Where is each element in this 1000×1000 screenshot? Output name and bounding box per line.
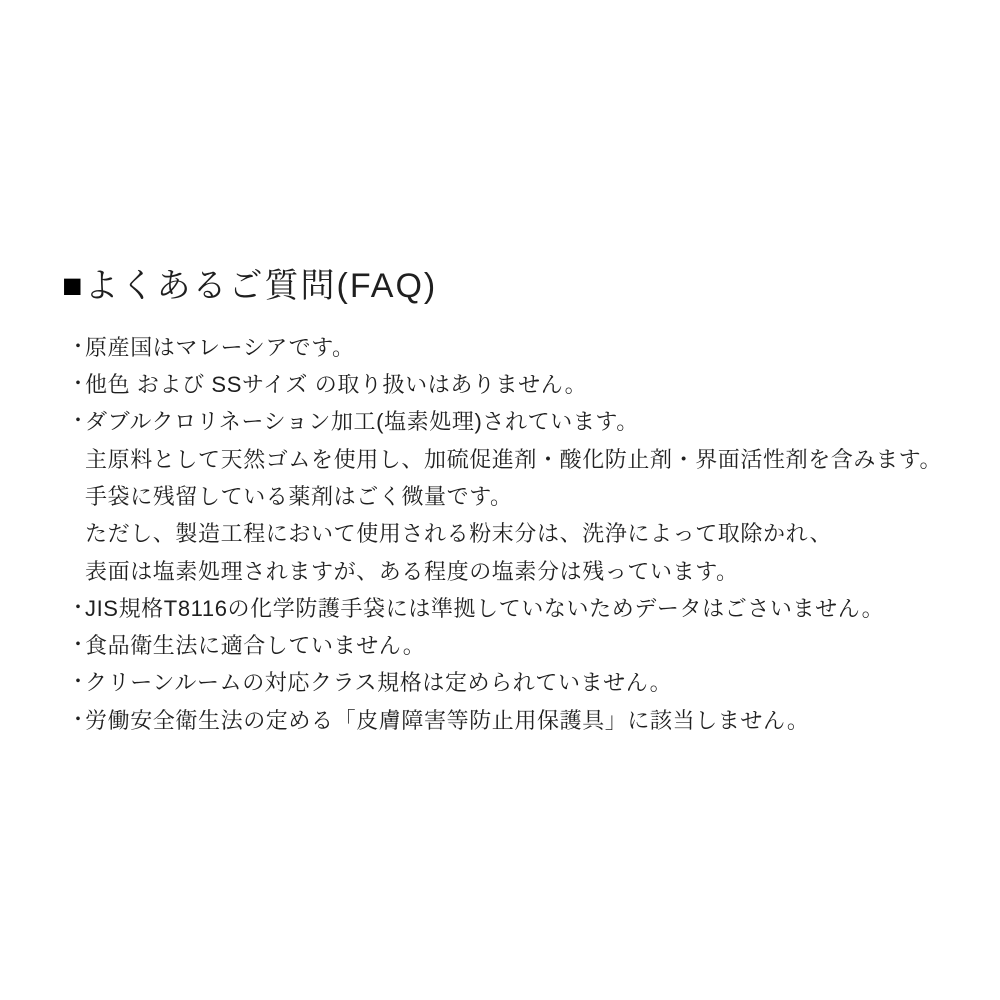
faq-item	[62, 702, 960, 739]
faq-item-text: ダブルクロリネーション加工(塩素処理)されています。	[85, 409, 639, 435]
faq-item-bullet: ・	[68, 596, 89, 619]
square-bullet-icon: ■	[62, 267, 83, 305]
faq-item-bullet: ・	[68, 373, 89, 396]
faq-item-text: 労働安全衛生法の定める「皮膚障害等防止用保護具」に該当しません。	[85, 707, 810, 733]
faq-item	[62, 664, 960, 701]
faq-item	[62, 329, 960, 366]
faq-item-text: ただし、製造工程において使用される粉末分は、洗浄によって取除かれ、	[85, 521, 833, 547]
faq-item-continuation	[62, 553, 960, 590]
section-title	[62, 266, 960, 307]
faq-item-text: 原産国はマレーシアです。	[85, 334, 355, 360]
faq-item-text: 手袋に残留している薬剤はごく微量です。	[85, 483, 513, 509]
faq-item-text: JIS規格T8116の化学防護手袋には準拠していないためデータはごさいません。	[85, 595, 885, 621]
faq-item-bullet: ・	[68, 335, 89, 358]
faq-section	[62, 266, 960, 739]
faq-item	[62, 366, 960, 403]
faq-item-bullet: ・	[68, 634, 89, 657]
faq-item-text: 食品衛生法に適合していません。	[85, 633, 426, 659]
faq-item	[62, 590, 960, 627]
faq-item	[62, 403, 960, 440]
faq-item-continuation	[62, 441, 960, 478]
faq-item	[62, 627, 960, 664]
faq-item-continuation	[62, 515, 960, 552]
faq-list	[62, 329, 960, 739]
section-title-text: よくあるご質問(FAQ)	[84, 267, 438, 305]
faq-item-text: 表面は塩素処理されますが、ある程度の塩素分は残っています。	[85, 558, 739, 584]
faq-item-text: 他色 および SSサイズ の取り扱いはありません。	[85, 372, 588, 398]
faq-item-bullet: ・	[68, 671, 89, 694]
faq-item-bullet: ・	[68, 708, 89, 731]
faq-item-continuation	[62, 478, 960, 515]
faq-item-text: 主原料として天然ゴムを使用し、加硫促進剤・酸化防止剤・界面活性剤を含みます。	[85, 446, 943, 472]
faq-item-text: クリーンルームの対応クラス規格は定められていません。	[85, 670, 673, 696]
faq-item-bullet: ・	[68, 410, 89, 433]
